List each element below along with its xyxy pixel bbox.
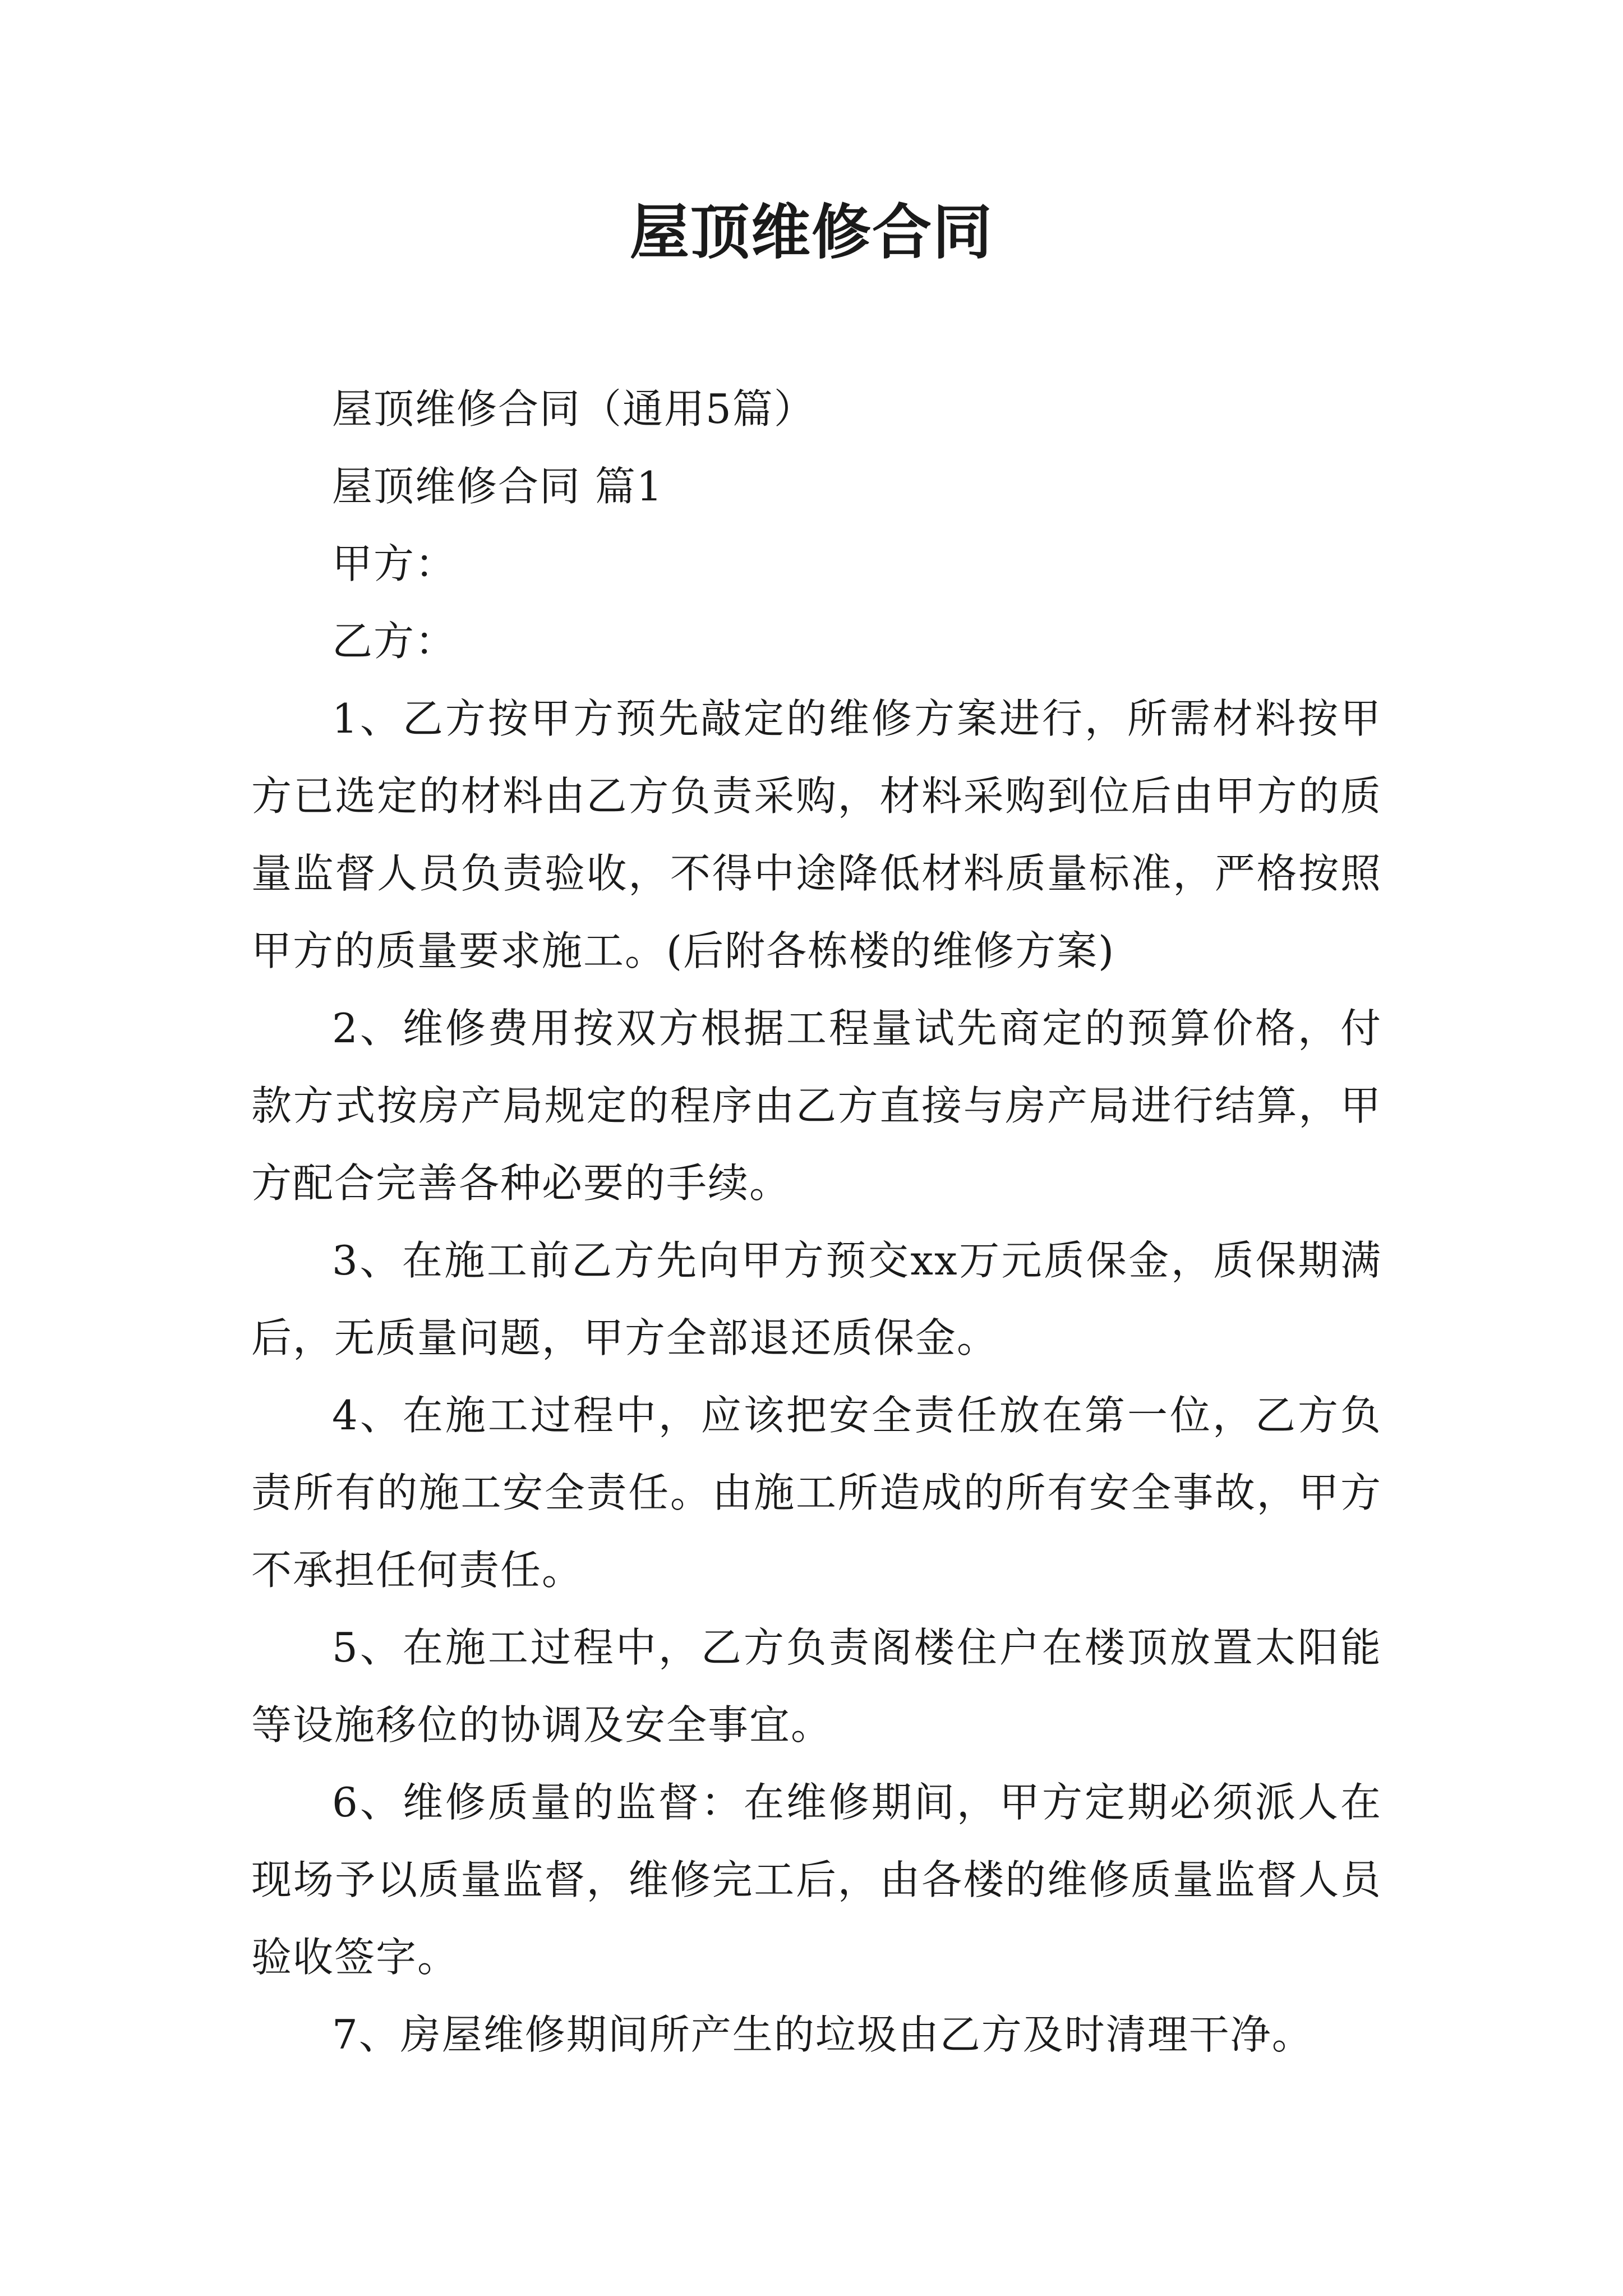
clause-5: 5、在施工过程中，乙方负责阁楼住户在楼顶放置太阳能等设施移位的协调及安全事宜。 bbox=[251, 1624, 1382, 1749]
clause-6: 6、维修质量的监督：在维修期间，甲方定期必须派人在现场予以质量监督，维修完工后，由各楼的维修质量监督人员验收签字。 bbox=[251, 1779, 1382, 1981]
clause-2: 2、维修费用按双方根据工程量试先商定的预算价格，付款方式按房产局规定的程序由乙方直接与房产局进行结算，甲方配合完善各种必要的手续。 bbox=[251, 1005, 1382, 1207]
clause-1: 1、乙方按甲方预先敲定的维修方案进行，所需材料按甲方已选定的材料由乙方负责采购，材料采购到位后由甲方的质量监督人员负责验收，不得中途降低材料质量标准，严格按照甲方的质量要求施工。(后附各栋楼的维修方案) bbox=[251, 695, 1382, 974]
clause-3: 3、在施工前乙方先向甲方预交xx万元质保金，质保期满后，无质量问题，甲方全部退还质保金。 bbox=[251, 1237, 1382, 1361]
clause-7: 7、房屋维修期间所产生的垃圾由乙方及时清理干净。 bbox=[332, 2011, 1313, 2058]
subtitle-line: 屋顶维修合同（通用5篇） bbox=[332, 385, 815, 432]
document-body bbox=[251, 370, 1382, 2073]
clause-4: 4、在施工过程中，应该把安全责任放在第一位，乙方负责所有的施工安全责任。由施工所造成的所有安全事故，甲方不承担任何责任。 bbox=[251, 1392, 1382, 1594]
document-title: 屋顶维修合同 bbox=[630, 198, 993, 267]
section-heading: 屋顶维修合同 篇1 bbox=[332, 463, 663, 510]
party-b-line: 乙方： bbox=[332, 618, 457, 665]
party-a-line: 甲方： bbox=[332, 540, 457, 587]
